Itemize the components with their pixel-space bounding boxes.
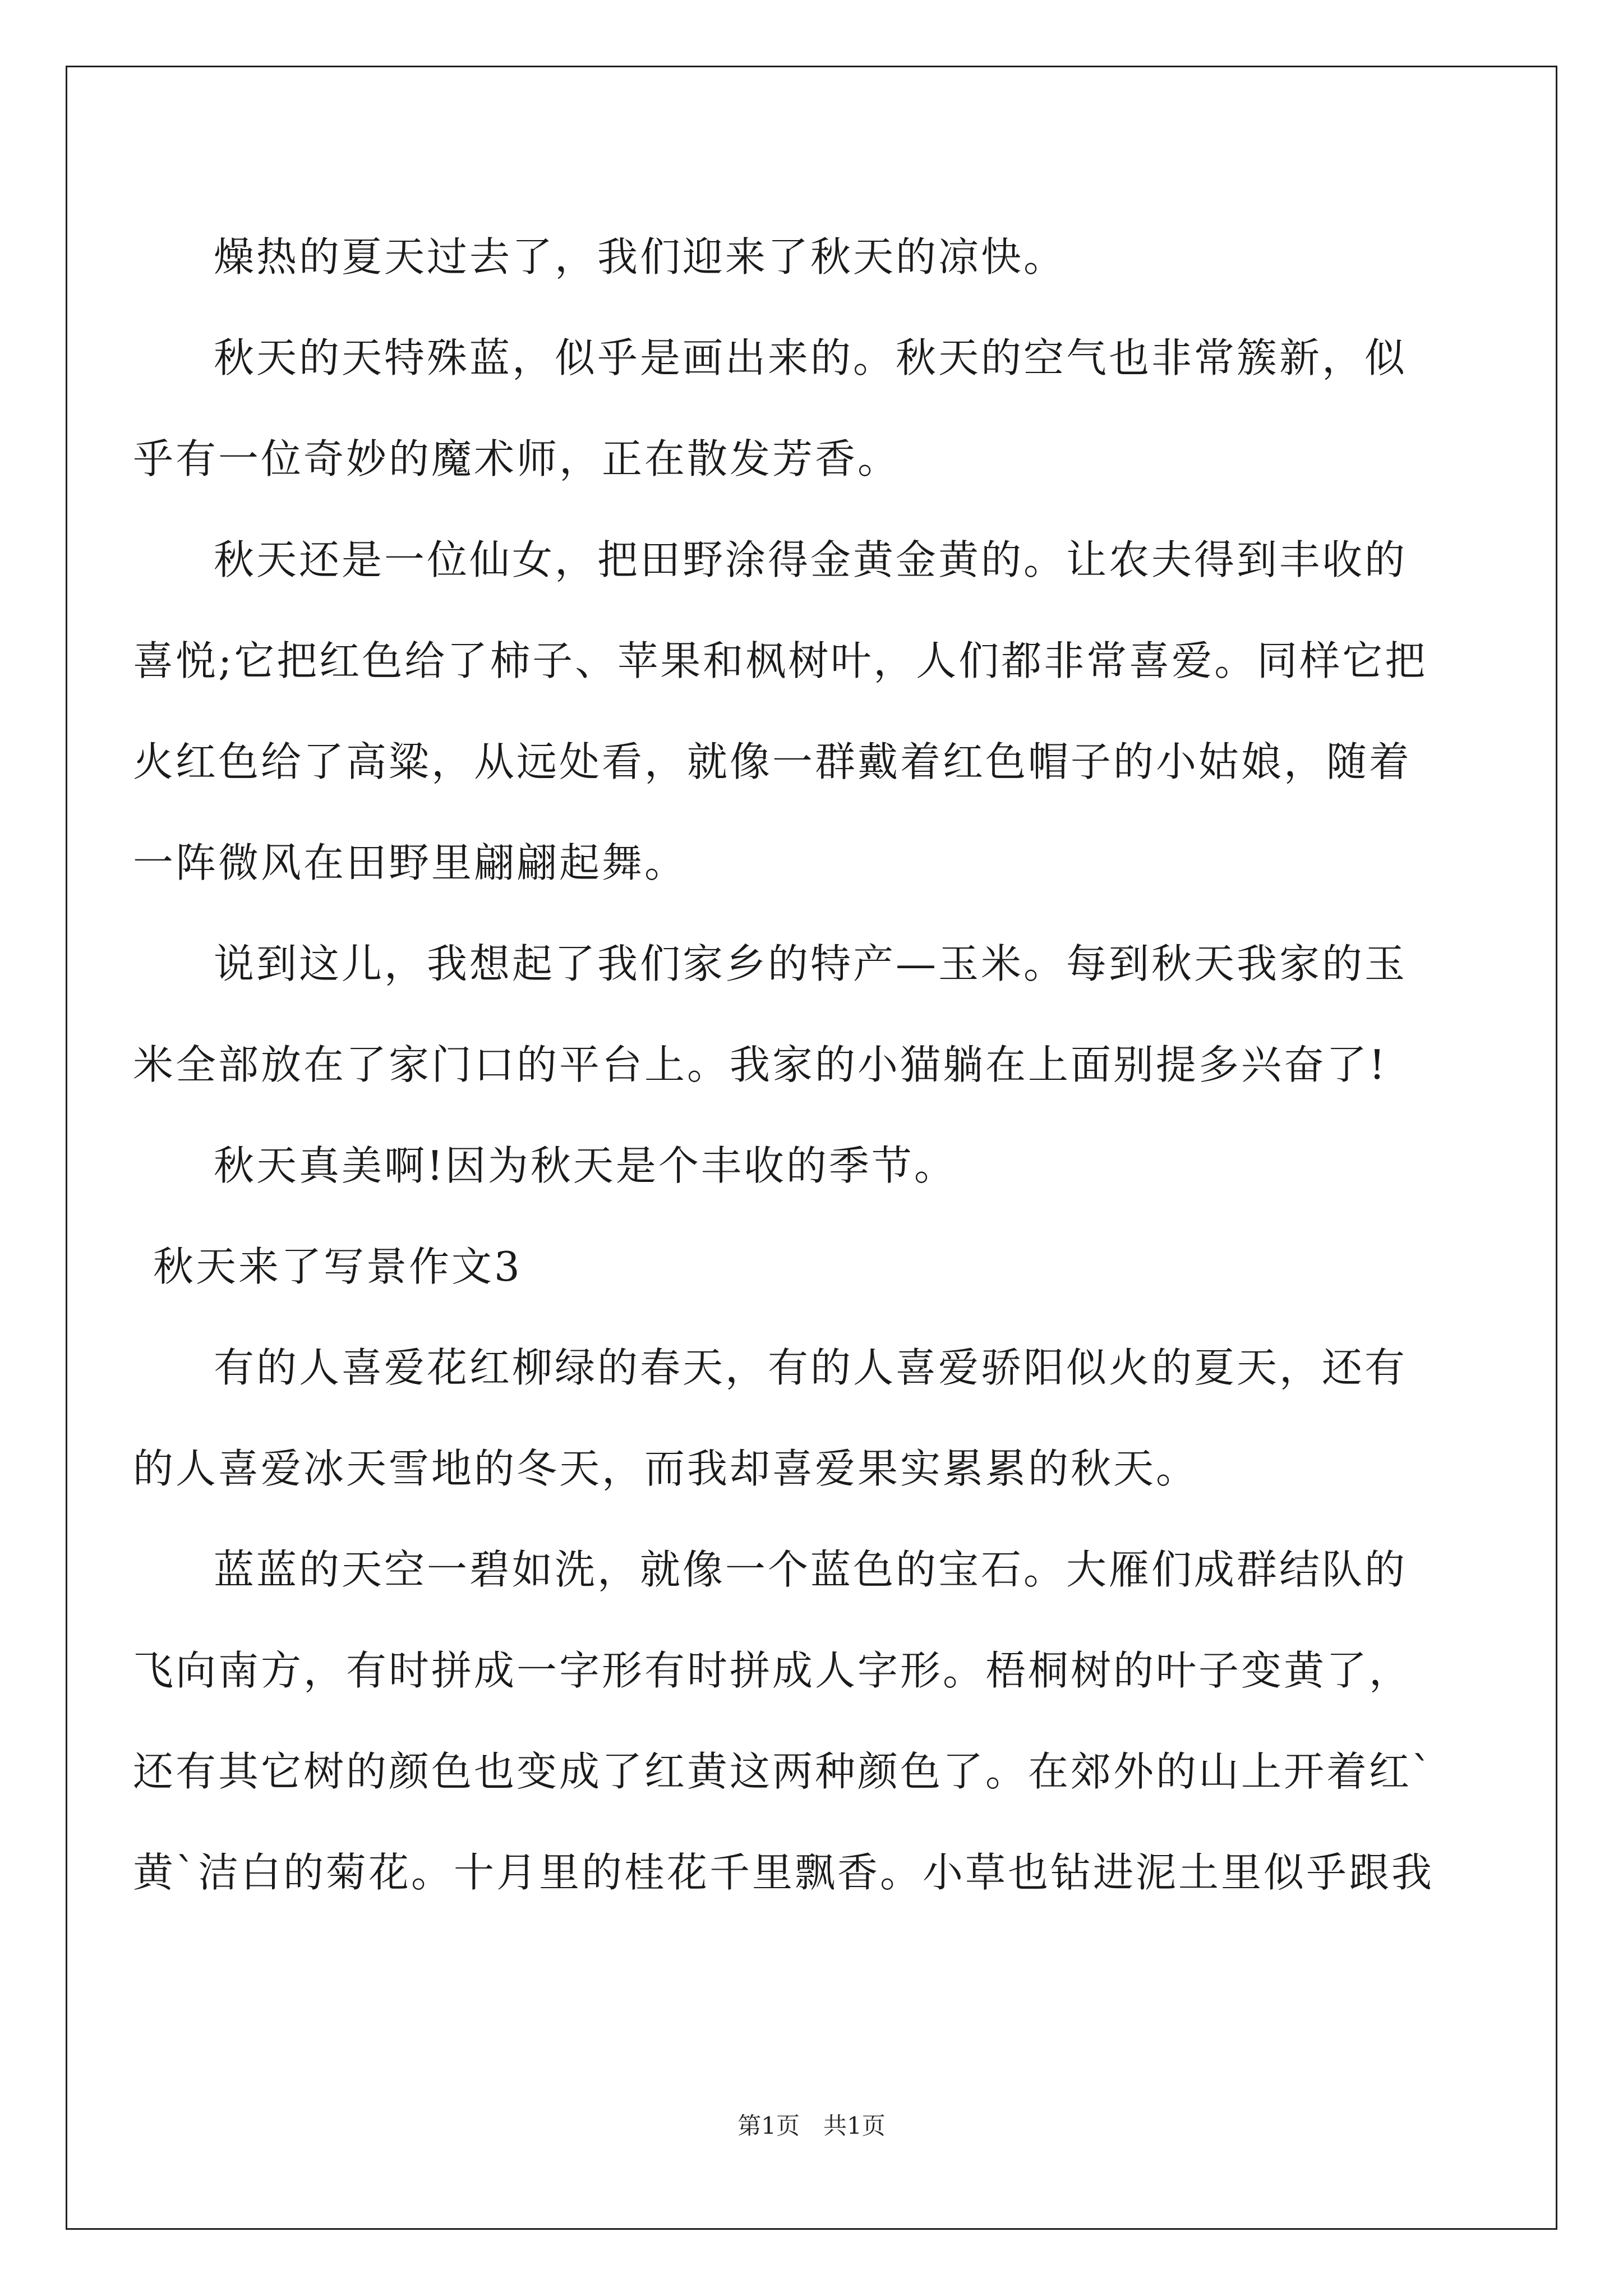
paragraph-line: 的人喜爱冰天雪地的冬天，而我却喜爱果实累累的秋天。 [133,1445,1199,1492]
paragraph-line: 米全部放在了家门口的平台上。我家的小猫躺在上面别提多兴奋了! [133,1041,1387,1088]
paragraph-line: 说到这儿，我想起了我们家乡的特产—玉米。每到秋天我家的玉 [214,940,1408,987]
paragraph-line: 黄`洁白的菊花。十月里的桂花千里飘香。小草也钻进泥土里似乎跟我 [133,1849,1435,1896]
paragraph-line: 飞向南方，有时拼成一字形有时拼成人字形。梧桐树的叶子变黄了， [133,1647,1412,1694]
paragraph-line: 秋天还是一位仙女，把田野涂得金黄金黄的。让农夫得到丰收的 [214,536,1408,583]
paragraph-line: 乎有一位奇妙的魔术师，正在散发芳香。 [133,435,901,482]
paragraph-line: 火红色给了高粱，从远处看，就像一群戴着红色帽子的小姑娘，随着 [133,738,1412,785]
paragraph-line: 燥热的夏天过去了，我们迎来了秋天的凉快。 [214,233,1067,280]
paragraph-line: 一阵微风在田野里翩翩起舞。 [133,839,688,886]
paragraph-line: 秋天的天特殊蓝，似乎是画出来的。秋天的空气也非常簇新，似 [214,334,1408,381]
paragraph-line: 蓝蓝的天空一碧如洗，就像一个蓝色的宝石。大雁们成群结队的 [214,1546,1408,1593]
section-heading: 秋天来了写景作文3 [153,1243,522,1290]
document-body [133,206,1435,1923]
page-number: 第1页 共1页 [737,2112,886,2139]
paragraph-line: 还有其它树的颜色也变成了红黄这两种颜色了。在郊外的山上开着红` [133,1748,1435,1795]
paragraph-line: 喜悦;它把红色给了柿子、苹果和枫树叶，人们都非常喜爱。同样它把 [133,637,1428,684]
paragraph-line: 秋天真美啊!因为秋天是个丰收的季节。 [214,1142,957,1189]
paragraph-line: 有的人喜爱花红柳绿的春天，有的人喜爱骄阳似火的夏天，还有 [214,1344,1408,1391]
